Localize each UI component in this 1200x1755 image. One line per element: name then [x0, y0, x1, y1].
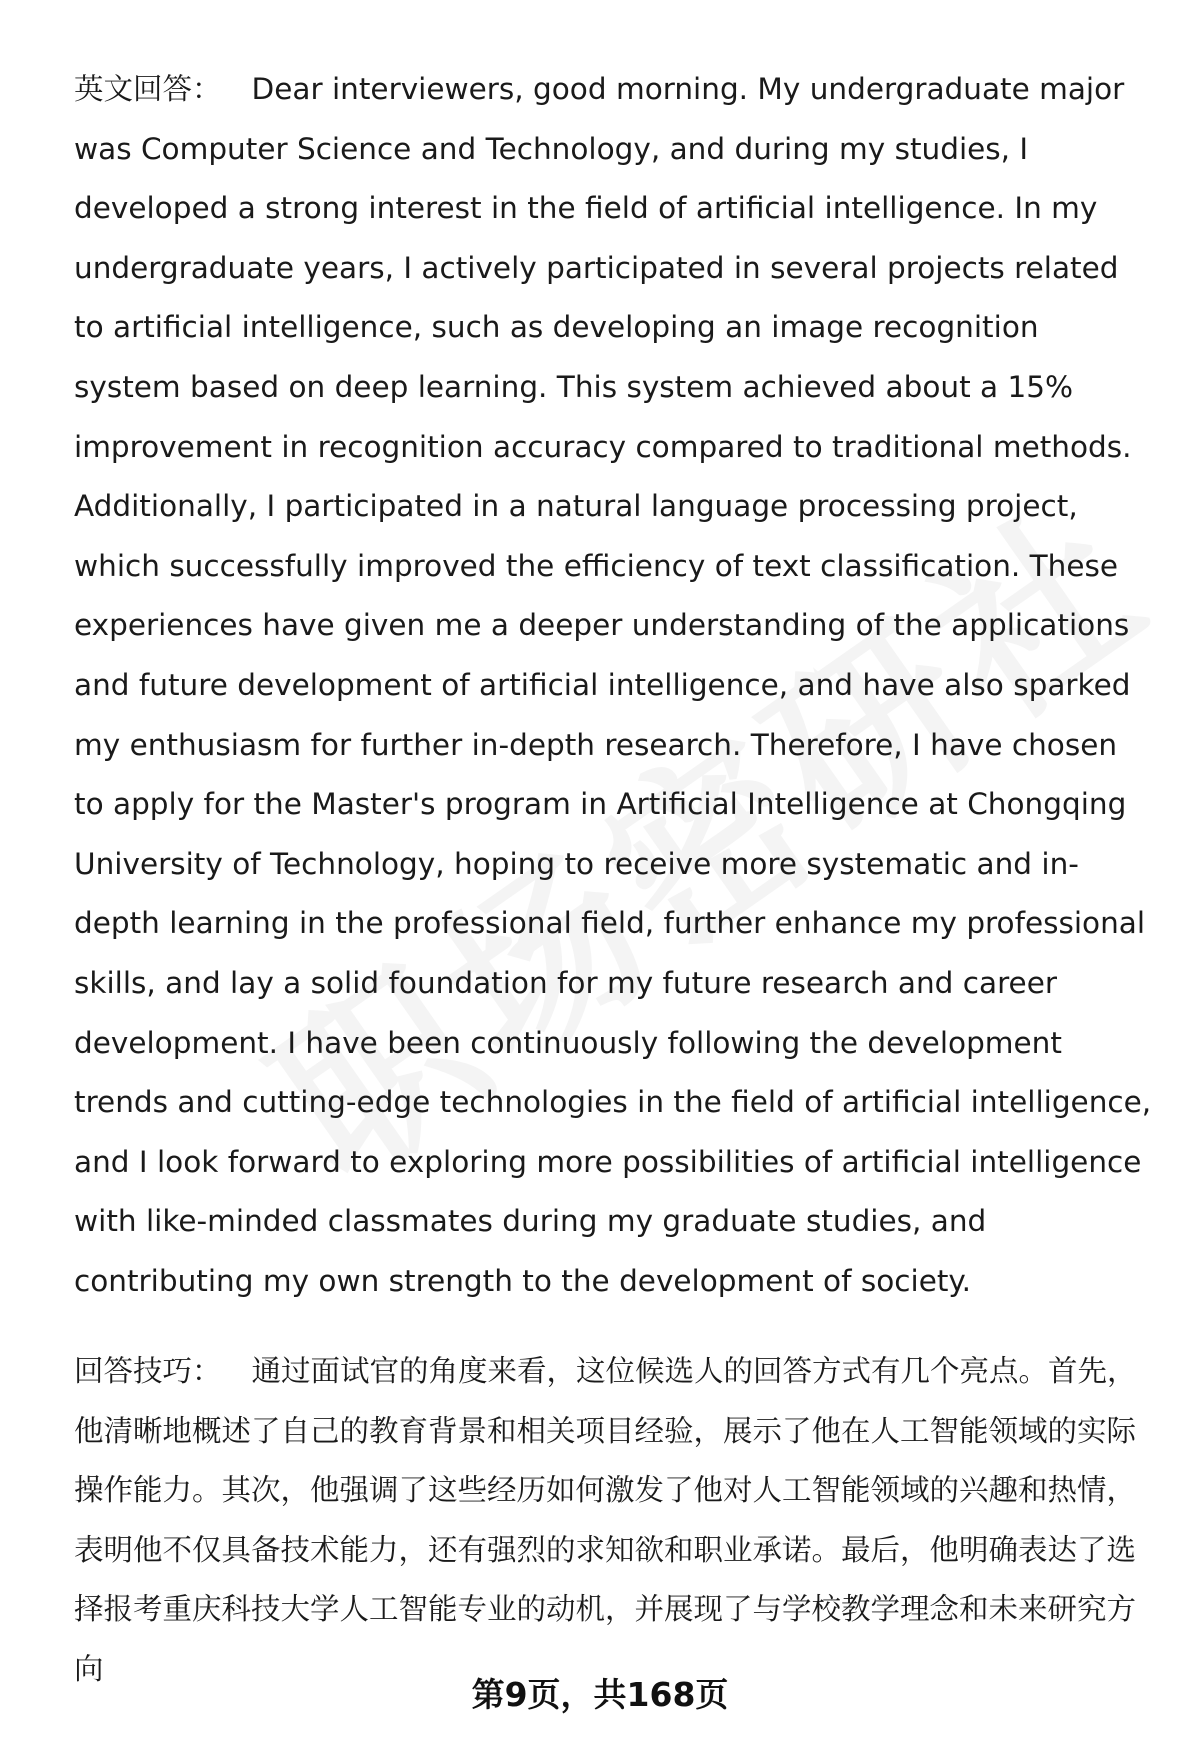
english-answer-label: 英文回答：: [74, 72, 222, 106]
english-answer-text: Dear interviewers, good morning. My undergraduate major was Computer Science and Technology, and during my studies, I developed a strong interest in the field of artificial intelligence. In my undergraduate years, I actively participated in several projects related to artificial intelligence, such as developing an image recognition system based on deep learning. This system achieved about a 15% improvement in recognition accuracy compared to traditional methods. Additionally, I participated in a natural language processing project, which successfully improved the efficiency of text classification. These experiences have given me a deeper understanding of the applications and future development of artificial intelligence, and have also sparked my enthusiasm for further in-depth research. Therefore, I have chosen to apply for the Master's program in Artificial Intelligence at Chongqing University of Technology, hoping to receive more systematic and in-depth learning in the professional field, further enhance my professional skills, and lay a solid foundation for my future research and career development. I have been continuously following the development trends and cutting-edge technologies in the field of artificial intelligence, and I look forward to exploring more possibilities of artificial intelligence with like-minded classmates during my graduate studies, and contributing my own strength to the development of society.: [74, 72, 1152, 1298]
answer-tips-text: 通过面试官的角度来看，这位候选人的回答方式有几个亮点。首先，他清晰地概述了自己的教育背景和相关项目经验，展示了他在人工智能领域的实际操作能力。其次，他强调了这些经历如何激发了他对人工智能领域的兴趣和热情，表明他不仅具备技术能力，还有强烈的求知欲和职业承诺。最后，他明确表达了选择报考重庆科技大学人工智能专业的动机，并展现了与学校教学理念和未来研究方向: [74, 1354, 1137, 1686]
page-number-footer: 第9页，共168页: [471, 1675, 729, 1714]
english-answer-paragraph: [74, 60, 1154, 1311]
answer-tips-label: 回答技巧：: [74, 1354, 222, 1388]
answer-tips-paragraph: [74, 1342, 1154, 1700]
